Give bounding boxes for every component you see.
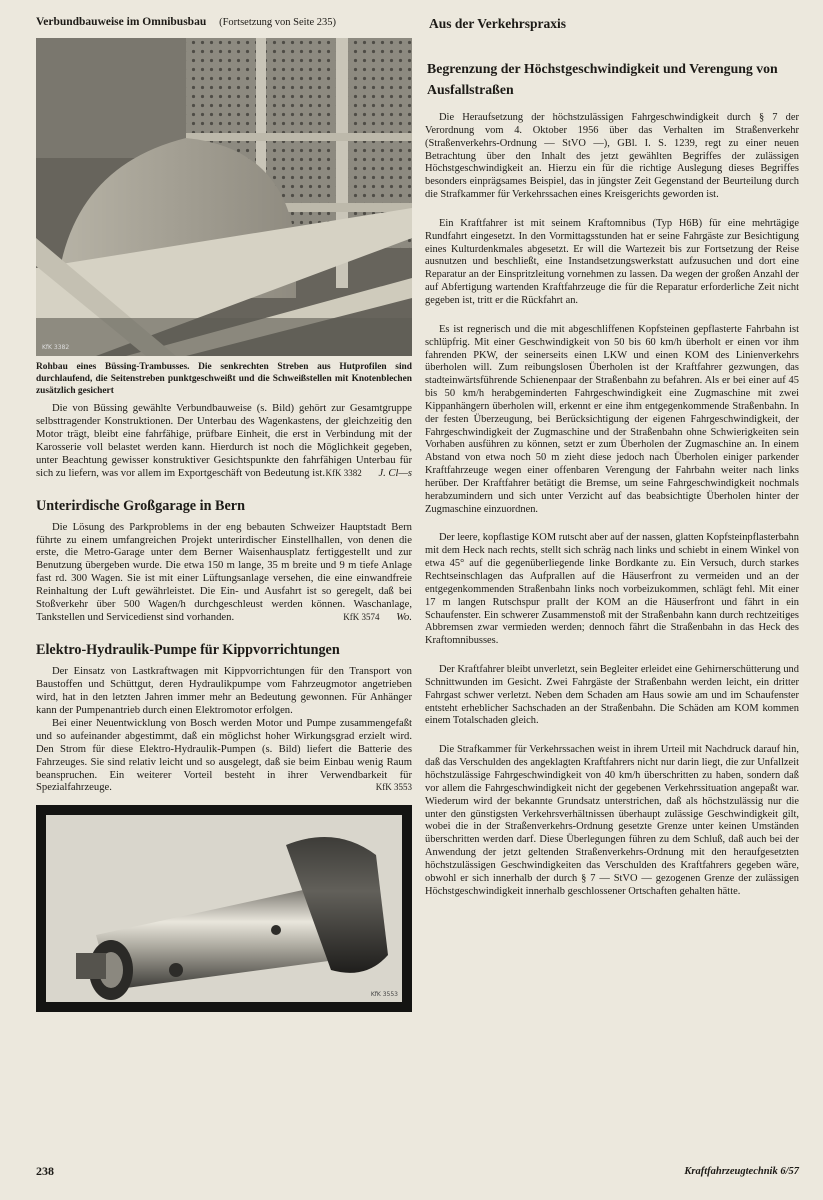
pump-photo (36, 805, 412, 1012)
garage-ref: KfK 3574 (343, 612, 380, 623)
speed-paragraph-4: Der leere, kopflastige KOM rutscht aber auf der nassen, glatten Kopfsteinpflasterbahn mit dem Heck nach rechts, stellt sich schräg nach links und schiebt in einem Winkel von etwa 45° auf die gegenüberliegende linke Bordkante zu. Ein Versuch, durch starkes Rechtseinschlagen das Aufprallen auf die Häuserfront zu vermeiden und an der entgegenkommenden Straßenbahn links noch vorbeizukommen, schlägt fehl. Mit einer 17 m langen Rutschspur prallt der KOM an die Häuserfront und fährt in ein Schaufenster. Ein schwerer Zusammenstoß mit der Straßenbahn kann durch rechtzeitiges Abbremsen zwar vermieden werden; dennoch fährt die Straßenbahn in das Heck des Kraftomnibusses. (425, 532, 799, 647)
garage-author: Wo. (396, 612, 412, 624)
bus-frame-illustration (36, 38, 412, 356)
pump-photo-tag: KfK 3553 (370, 991, 398, 999)
page-number: 238 (36, 1164, 54, 1178)
pump-illustration (36, 805, 412, 1012)
pump-paragraph-2: Bei einer Neuentwicklung von Bosch werden Motor und Pumpe zusammengefaßt und so aufeinander abgestimmt, daß ein möglichst hoher Wirkungsgrad erzielt wird. Den Strom für diese Elektro-Hydraulik-Pumpen (s. Bild) liefert die Batterie des Fahrzeuges. Sie sind relativ leicht und so ausgelegt, daß sie beim Einbau wenig Raum beanspruchen. Ein weiterer Vorteil besteht in ihrer Verwendbarkeit für Spezialfahrzeuge. (36, 717, 412, 794)
journal-footer: Kraftfahrzeugtechnik 6/57 (684, 1166, 799, 1177)
garage-title: Unterirdische Großgarage in Bern (36, 497, 245, 514)
speed-paragraph-6: Die Strafkammer für Verkehrssachen weist in ihrem Urteil mit Nachdruck darauf hin, daß das Verschulden des angeklagten Kraftfahrers nicht nur darin liegt, die zur Unfallzeit höchstzulässige Fahrgeschwindigkeit von 40 km/h überschritten zu haben, sondern daß vor allem die Fahrgeschwindigkeit nicht der gegebenen Verkehrssituation angepaßt war. Wiederum wird der bekannte Grundsatz unterstrichen, daß als höchstzulässig nur die unter den günstigsten Verkehrsverhältnissen überhaupt zulässige Geschwindigkeit gilt, wobei die in der Straßenverkehrs-Ordnung gesetzte Grenze unter keinen Umständen überschritten werden darf. Diese Überlegungen führen zu dem Schluß, daß auch bei der Anwendung der jetzt geltenden Straßenverkehrs-Ordnung mit den heraufgesetzten höchstzulässigen Geschwindigkeiten das Verschulden des Kraftfahrers gegeben wäre, obwohl er sich innerhalb der durch § 7 — StVO — gezogenen Grenze der zulässigen Höchstgeschwindigkeit innerhalb geschlossener Ortschaften gehalten hätte. (425, 744, 799, 897)
speed-paragraph-5: Der Kraftfahrer bleibt unverletzt, sein Begleiter erleidet eine Gehirnerschütterung und Schnittwunden im Gesicht. Zwei Fahrgäste der Straßenbahn werden leicht, ein dritter Fahrgast schwer verletzt. Neben dem Schaden am Haus sowie am und im Schaufenster entsteht erheblicher Sachschaden an der Straßenbahn. Die Schäden am KOM kommen einem Totalschaden gleich. (425, 664, 799, 727)
speed-article-title: Begrenzung der Höchstgeschwindigkeit und Verengung von Ausfallstraßen (427, 61, 778, 97)
running-head-left (36, 16, 412, 38)
running-head-continuation: (Fortsetzung von Seite 235) (219, 17, 337, 28)
left-column (36, 16, 412, 1012)
right-column (425, 16, 799, 914)
speed-paragraph-3: Es ist regnerisch und die mit abgeschliffenen Kopfsteinen gepflasterte Fahrbahn ist schlüpfrig. Mit einer Geschwindigkeit von 50 bis 60 km/h überholt er einen vor ihm fahrenden PKW, der seinerseits einen LKW und einen KOM des Linienverkehrs überholen will. Zum reibungslosen Überholen ist der Kraftfahrer gezwungen, das stadteinwärtsführende Schienenpaar der Straßenbahn zu befahren. Als er bei einer auf 45 bis 50 km/h herabgeminderten Fahrgeschwindigkeit eine Zugmaschine mit zwei Kippanhängern überholen will, erkennt er eine ihm entgegenkommende Straßenbahn. In der festen Überzeugung, bei Berücksichtigung der eigenen Fahrgeschwindigkeit, der Fahrgeschwindigkeit der Zugmaschine und der Straßenbahn ohne Schwierigkeiten sein Vorhaben ausführen zu können, setzt er zum Überholen der Zugmaschine an. In einem Abstand von etwa noch 50 m zieht diese jedoch nach Überholen einiger parkender Kraftfahrzeuge wegen einer offenbaren Verengung der Fahrbahn weiter nach links herüber. Der Kraftfahrer betätigt die Bremse, um seine Fahrgeschwindigkeit nochmals herabzumindern und sich unter Verzicht auf das beabsichtigte Überholen hinter der Zugmaschine einzuordnen. (425, 323, 799, 515)
pump-title: Elektro-Hydraulik-Pumpe für Kippvorrichtungen (36, 642, 340, 659)
running-head-title: Verbundbauweise im Omnibusbau (36, 16, 207, 28)
section-heading: Aus der Verkehrspraxis (429, 16, 567, 31)
garage-paragraph: Die Lösung des Parkproblems in der eng bebauten Schweizer Hauptstadt Bern führte zu einem umfangreichen Projekt unterirdischer Einstellhallen, von denen die erste, die Metro-Garage unter dem Berner Waisenhausplatz fertiggestellt und zur Benutzung übergeben wurde. Die etwa 150 m lange, 35 m breite und 9 m tiefe Anlage fast rd. 300 Wagen. Sie ist mit einer Lüftungsanlage versehen, die eine einwandfreie Reinhaltung der Luft gewährleistet. Die Ein- und Ausfahrt ist so geregelt, daß bei Stoßverkehr über 500 Wagen/h durchgeschleust werden können. Waschanlage, Tankstellen und Servicedienst sind vorhanden. (36, 521, 412, 624)
bus-frame-photo (36, 38, 412, 356)
verbund-ref: KfK 3382 (325, 467, 362, 478)
figure-caption: Rohbau eines Büssing-Trambusses. Die senkrechten Streben aus Hutprofilen sind durchlaufend, die Seitenstreben punktgeschweißt und die Schweißstellen mit Knotenblechen zusätzlich gesichert (36, 362, 412, 396)
speed-paragraph-1: Die Heraufsetzung der höchstzulässigen Fahrgeschwindigkeit durch § 7 der Verordnung vom 4. Oktober 1956 über das Verhalten im Straßenverkehr (Straßenverkehrs-Ordnung — StVO —), GBl. I. S. 1239, regt zu einer neuen Betrachtung über den Inhalt des jetzt gewählten Begriffes der zulässigen Höchstgeschwindigkeit an. Hierzu ein für die richtige Auslegung dieses Begriffes besonders einprägsames Beispiel, das in jüngster Zeit Gegenstand der Beurteilung durch die Strafkammer für Verkehrssachen eines Kreisgerichts geworden ist. (425, 112, 799, 201)
photo-ref-tag: KfK 3382 (42, 344, 70, 351)
pump-ref: KfK 3553 (375, 782, 412, 793)
pump-paragraph-1: Der Einsatz von Lastkraftwagen mit Kippvorrichtungen für den Transport von Baustoffen und Schüttgut, deren Hydraulikpumpe vom Fahrzeugmotor angetrieben wird, hat in den letzten Jahren immer mehr an Bedeutung gewonnen. Für Anhänger kann der Pumpenantrieb durch einen Elektromotor erfolgen. (36, 666, 412, 716)
verbund-author: J. Cl—s (378, 467, 412, 479)
speed-paragraph-2: Ein Kraftfahrer ist mit seinem Kraftomnibus (Typ H6B) für eine mehrtägige Rundfahrt eingesetzt. In den Vormittagsstunden hat er seine Fahrgäste zur Besichtigung eines Kulturdenkmales abgesetzt. Er will die Wartezeit bis zur Fortsetzung der Reise ausnutzen und beschließt, eine Instandsetzungswerkstatt aufzusuchen und dort eine Reparatur an der Einspritzleitung vornehmen zu lassen. Da wegen der großen Anzahl der auf Abfertigung wartenden Kraftfahrzeuge die für die Reparatur erforderliche Zeit nicht gegeben ist, tritt er die Rückfahrt an. (425, 217, 799, 306)
verbund-paragraph: Die von Büssing gewählte Verbundbauweise (s. Bild) gehört zur Gesamtgruppe selbsttragender Konstruktionen. Der Unterbau des Wagenkastens, der gleichzeitig den Motor trägt, bleibt eine fahrfähige, prüfbare Einheit, die erst in Verbindung mit der Karosserie voll belastet werden kann. Hierdurch ist noch die Möglichkeit gegeben, unter Beachtung gewisser konstruktiver Gesichtspunkte den fahrfähigen Unterbau für sich zu liefern, was vor allem im Exportgeschäft von Bedeutung ist. (36, 403, 412, 479)
